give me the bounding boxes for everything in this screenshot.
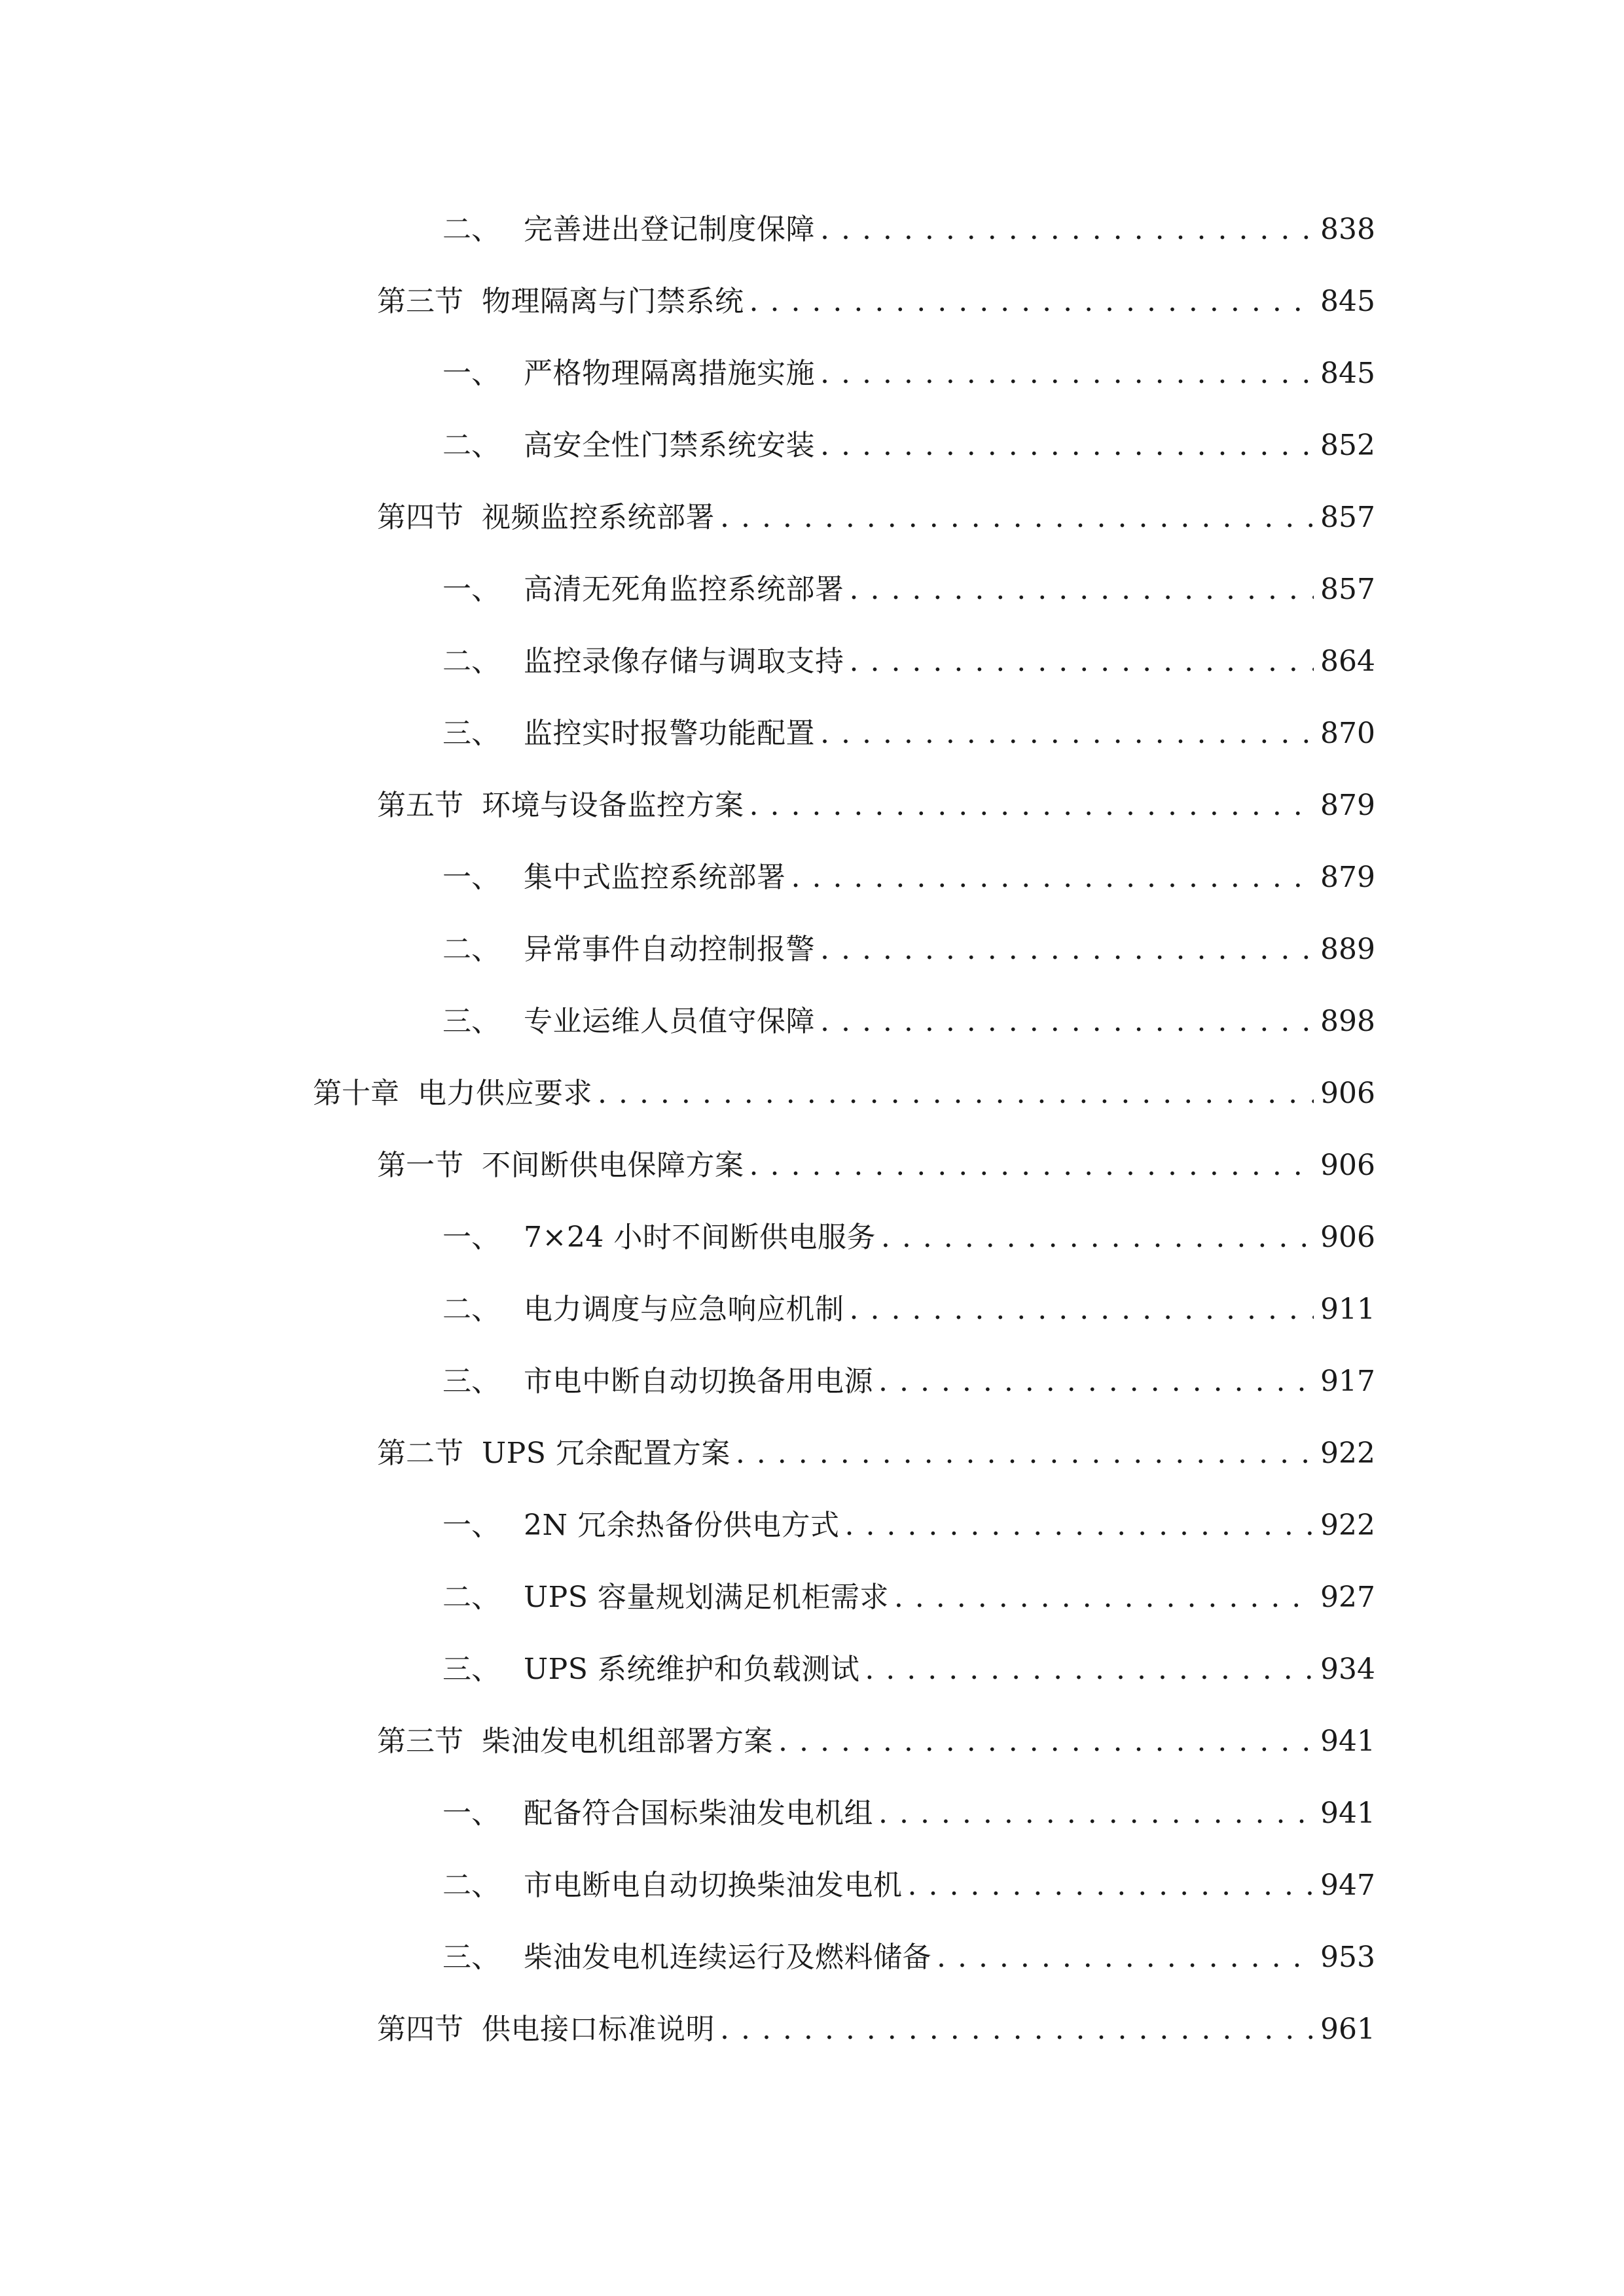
toc-entry-title: 电力供应要求 <box>418 1077 592 1110</box>
toc-entry-number: 第二节 <box>377 1437 463 1470</box>
toc-entry-page: 898 <box>1320 1005 1375 1038</box>
toc-entry[interactable] <box>442 1499 1375 1545</box>
toc-entry-page: 927 <box>1320 1581 1375 1614</box>
toc-entry[interactable] <box>442 707 1375 753</box>
toc-entry-page: 857 <box>1320 573 1375 606</box>
toc-entry-title: 市电中断自动切换备用电源 <box>524 1365 873 1398</box>
toc-entry-title: 市电断电自动切换柴油发电机 <box>524 1869 903 1902</box>
toc-entry-title: 集中式监控系统部署 <box>524 861 786 894</box>
toc-entry-number: 第十章 <box>313 1077 399 1110</box>
dot-leader <box>820 715 1314 753</box>
toc-entry-number: 二、 <box>442 645 500 678</box>
toc-entry-page: 889 <box>1320 933 1375 966</box>
toc-entry-title: 环境与设备监控方案 <box>482 789 744 822</box>
toc-entry-number: 三、 <box>442 1653 500 1686</box>
toc-entry[interactable] <box>377 1715 1375 1761</box>
toc-entry-page: 845 <box>1320 285 1375 318</box>
toc-entry-page: 879 <box>1320 861 1375 894</box>
dot-leader <box>820 427 1314 465</box>
toc-entry-number: 第五节 <box>377 789 463 822</box>
toc-entry[interactable] <box>442 1283 1375 1329</box>
toc-entry-page: 870 <box>1320 717 1375 750</box>
toc-entry-title: 视频监控系统部署 <box>482 501 715 534</box>
toc-entry-number: 一、 <box>442 1797 500 1830</box>
toc-entry[interactable] <box>442 1355 1375 1401</box>
toc-entry[interactable] <box>442 347 1375 393</box>
toc-entry-page: 941 <box>1320 1797 1375 1830</box>
toc-entry[interactable] <box>377 1427 1375 1473</box>
dot-leader <box>937 1939 1314 1977</box>
toc-entry-number: 三、 <box>442 1005 500 1038</box>
toc-entry-page: 917 <box>1320 1365 1375 1398</box>
toc-entry-title: UPS 冗余配置方案 <box>482 1437 731 1470</box>
dot-leader <box>749 1147 1314 1185</box>
dot-leader <box>820 355 1314 393</box>
toc-entry[interactable] <box>442 923 1375 969</box>
toc-entry[interactable] <box>377 491 1375 537</box>
toc-entry-number: 一、 <box>442 1221 500 1254</box>
dot-leader <box>894 1579 1314 1617</box>
toc-entry-title: 监控实时报警功能配置 <box>524 717 815 750</box>
toc-entry-number: 第四节 <box>377 2013 463 2046</box>
dot-leader <box>749 787 1314 825</box>
toc-entry-page: 864 <box>1320 645 1375 678</box>
toc-entry-title: 7×24 小时不间断供电服务 <box>524 1221 876 1254</box>
toc-entry-number: 一、 <box>442 357 500 390</box>
toc-entry-page: 906 <box>1320 1221 1375 1254</box>
dot-leader <box>850 643 1314 681</box>
dot-leader <box>720 499 1314 537</box>
toc-entry-page: 961 <box>1320 2013 1375 2046</box>
toc-entry[interactable] <box>442 1931 1375 1977</box>
dot-leader <box>720 2011 1314 2049</box>
toc-entry-page: 852 <box>1320 429 1375 462</box>
toc-entry-page: 953 <box>1320 1941 1375 1974</box>
toc-entry[interactable] <box>442 635 1375 681</box>
toc-entry-number: 第四节 <box>377 501 463 534</box>
toc-entry-number: 第一节 <box>377 1149 463 1182</box>
toc-entry-title: 供电接口标准说明 <box>482 2013 715 2046</box>
dot-leader <box>598 1075 1314 1113</box>
toc-entry[interactable] <box>442 1859 1375 1905</box>
toc-entry-title: 严格物理隔离措施实施 <box>524 357 815 390</box>
dot-leader <box>820 931 1314 969</box>
dot-leader <box>791 859 1314 897</box>
toc-entry-title: 柴油发电机连续运行及燃料储备 <box>524 1941 931 1974</box>
toc-entry-title: 2N 冗余热备份供电方式 <box>524 1509 840 1542</box>
toc-entry[interactable] <box>442 563 1375 609</box>
toc-entry[interactable] <box>442 851 1375 897</box>
toc-entry[interactable] <box>442 203 1375 249</box>
toc-entry-page: 906 <box>1320 1077 1375 1110</box>
toc-entry-number: 第三节 <box>377 285 463 318</box>
toc-entry-title: UPS 容量规划满足机柜需求 <box>524 1581 889 1614</box>
dot-leader <box>749 283 1314 321</box>
toc-entry-title: UPS 系统维护和负载测试 <box>524 1653 860 1686</box>
toc-entry-number: 二、 <box>442 1869 500 1902</box>
toc-entry-page: 941 <box>1320 1725 1375 1758</box>
toc-entry-page: 947 <box>1320 1869 1375 1902</box>
dot-leader <box>850 1291 1314 1329</box>
toc-entry-title: 高安全性门禁系统安装 <box>524 429 815 462</box>
toc-entry[interactable] <box>442 1211 1375 1257</box>
toc-entry-title: 电力调度与应急响应机制 <box>524 1293 844 1326</box>
toc-entry-title: 完善进出登记制度保障 <box>524 213 815 246</box>
toc-entry[interactable] <box>442 995 1375 1041</box>
dot-leader <box>820 211 1314 249</box>
toc-entry-number: 三、 <box>442 1941 500 1974</box>
dot-leader <box>820 1003 1314 1041</box>
toc-entry[interactable] <box>377 779 1375 825</box>
dot-leader <box>865 1651 1314 1689</box>
toc-entry-title: 不间断供电保障方案 <box>482 1149 744 1182</box>
toc-entry-title: 配备符合国标柴油发电机组 <box>524 1797 873 1830</box>
toc-entry[interactable] <box>442 1643 1375 1689</box>
toc-entry-number: 二、 <box>442 933 500 966</box>
toc-entry-number: 第三节 <box>377 1725 463 1758</box>
dot-leader <box>878 1795 1314 1833</box>
toc-entry[interactable] <box>377 1139 1375 1185</box>
toc-entry-page: 934 <box>1320 1653 1375 1686</box>
toc-entry-number: 三、 <box>442 1365 500 1398</box>
toc-entry-page: 857 <box>1320 501 1375 534</box>
toc-entry-title: 物理隔离与门禁系统 <box>482 285 744 318</box>
toc-entry-page: 922 <box>1320 1509 1375 1542</box>
toc-entry-page: 922 <box>1320 1437 1375 1470</box>
toc-entry-number: 二、 <box>442 429 500 462</box>
dot-leader <box>778 1723 1314 1761</box>
toc-entry-number: 一、 <box>442 861 500 894</box>
toc-entry[interactable] <box>442 1787 1375 1833</box>
toc-entry[interactable] <box>442 419 1375 465</box>
toc-entry-page: 845 <box>1320 357 1375 390</box>
toc-entry-title: 高清无死角监控系统部署 <box>524 573 844 606</box>
toc-entry-number: 三、 <box>442 717 500 750</box>
toc-entry[interactable] <box>442 1571 1375 1617</box>
toc-entry-page: 906 <box>1320 1149 1375 1182</box>
toc-entry-number: 二、 <box>442 1293 500 1326</box>
dot-leader <box>878 1363 1314 1401</box>
dot-leader <box>844 1507 1314 1545</box>
toc-entry[interactable] <box>377 275 1375 321</box>
toc-entry-page: 879 <box>1320 789 1375 822</box>
toc-entry[interactable] <box>377 2003 1375 2049</box>
toc-entry-number: 二、 <box>442 213 500 246</box>
dot-leader <box>736 1435 1314 1473</box>
dot-leader <box>881 1219 1314 1257</box>
toc-entry-page: 838 <box>1320 213 1375 246</box>
toc-entry-chapter[interactable] <box>313 1067 1375 1113</box>
toc-entry-title: 专业运维人员值守保障 <box>524 1005 815 1038</box>
toc-entry-number: 二、 <box>442 1581 500 1614</box>
dot-leader <box>908 1867 1314 1905</box>
toc-entry-title: 异常事件自动控制报警 <box>524 933 815 966</box>
toc-entry-title: 柴油发电机组部署方案 <box>482 1725 773 1758</box>
toc-entry-page: 911 <box>1320 1293 1375 1326</box>
toc-entry-number: 一、 <box>442 573 500 606</box>
toc-entry-title: 监控录像存储与调取支持 <box>524 645 844 678</box>
toc-entry-number: 一、 <box>442 1509 500 1542</box>
dot-leader <box>850 571 1314 609</box>
